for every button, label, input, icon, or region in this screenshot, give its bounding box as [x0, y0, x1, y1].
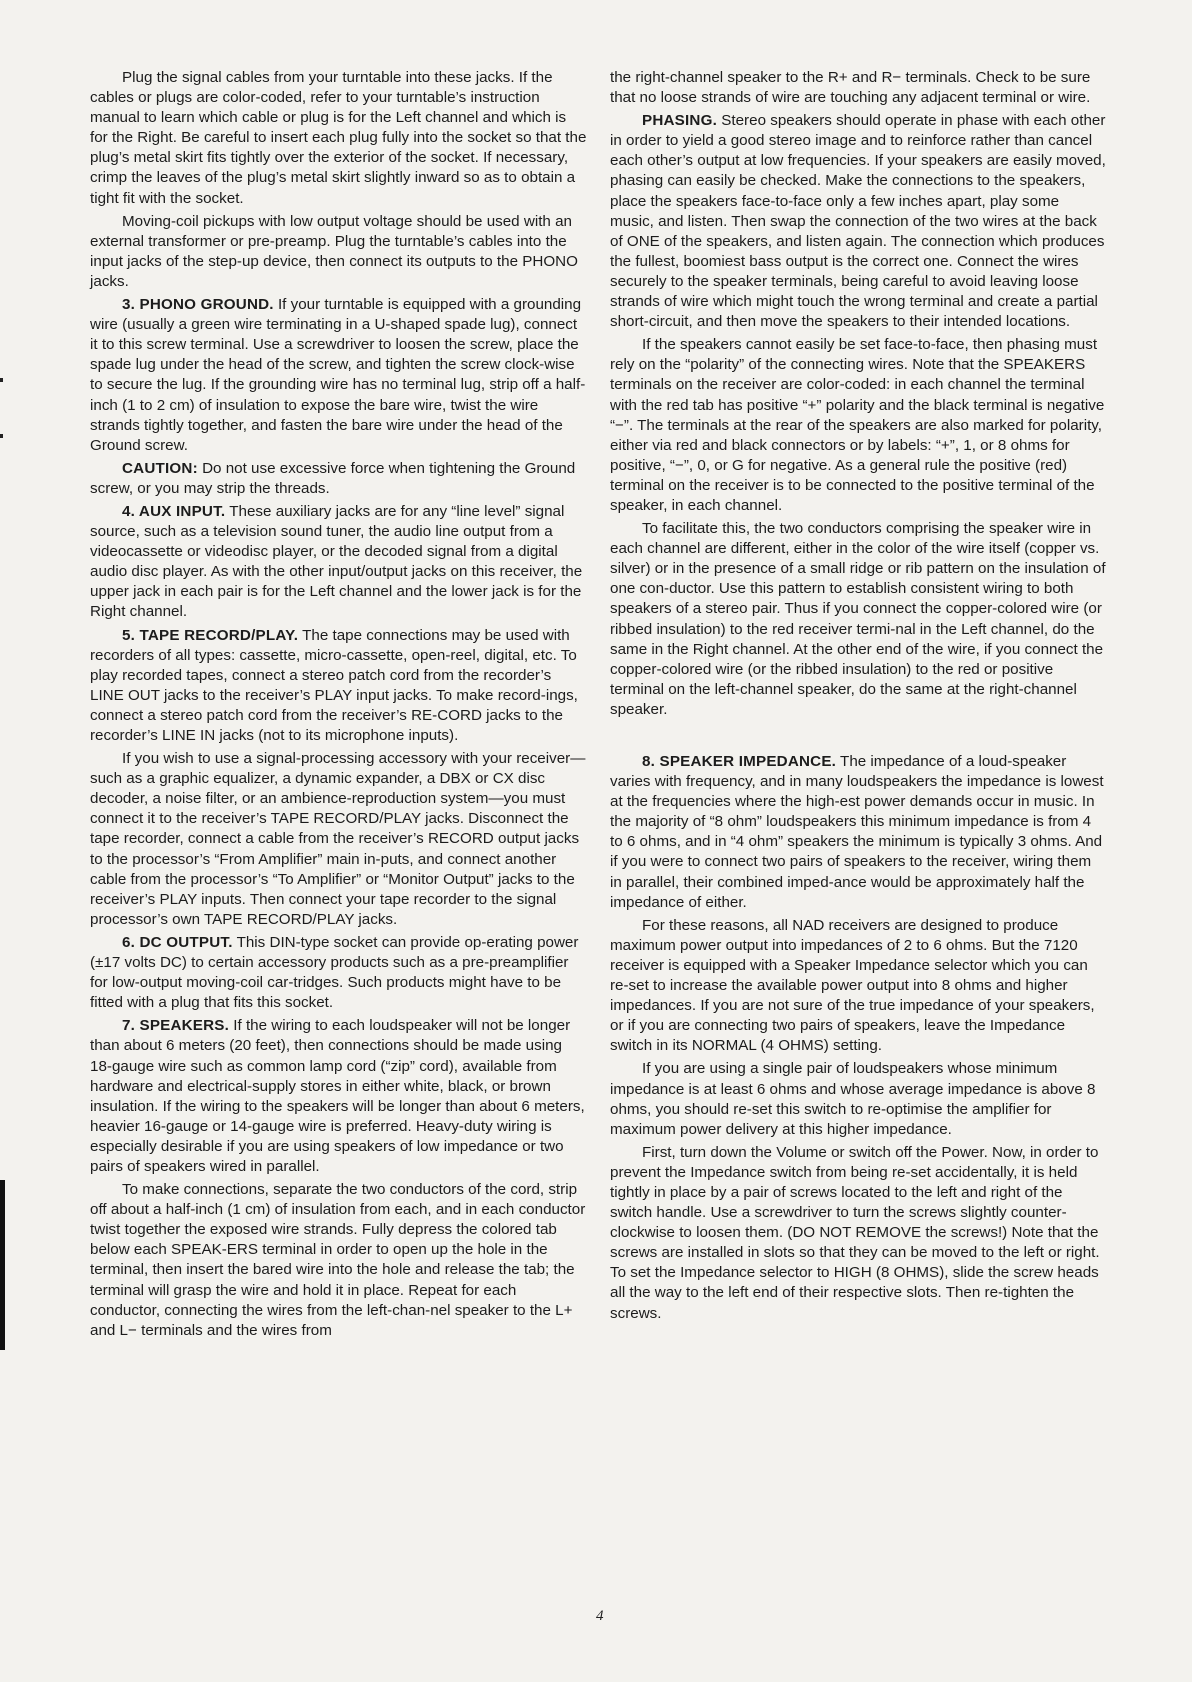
paragraph-nad-receivers	[610, 916, 1106, 1057]
scan-edge-mark	[0, 378, 3, 382]
paragraph-text: If the speakers cannot easily be set face-to-face, then phasing must rely on the “polarity” of the connecting wires. Note that the SPEAKERS terminals on the receiver are color-coded: in each channel the terminal with the red tab has positive “+” polarity and the black terminal is negative “−”. The terminals at the rear of the speakers are also marked for polarity, either via red and black connectors or by labels: “+”, 1, or 8 ohms for positive, “−”, 0, or G for negative. As a general rule the positive (red) terminal on the receiver is to be connected to the positive terminal of the speaker, in each channel.	[610, 336, 1105, 514]
paragraph-signal-processing	[90, 749, 588, 930]
section-tape-record-play	[90, 626, 588, 747]
left-column	[90, 68, 588, 1344]
section-heading: 7. SPEAKERS.	[122, 1017, 230, 1035]
section-heading: 4. AUX INPUT.	[122, 502, 226, 520]
section-phasing	[610, 111, 1106, 332]
paragraph-text: The impedance of a loud-speaker varies with frequency, and in many loudspeakers the impedance is lowest at the frequencies where the high-est power demands occur in music. In the majority of “8 ohm” loudspeakers this minimum impedance is from 4 to 6 ohms, and in “4 ohm” speakers the minimum is typically 3 ohms. And if you were to connect two pairs of speakers to the receiver, wiring them in parallel, their combined imped-ance would be approximately half the impedance of either.	[610, 753, 1104, 911]
caution-note	[90, 459, 588, 499]
paragraph-text: If your turntable is equipped with a grounding wire (usually a green wire terminating in a U-shaped spade lug), connect it to this screw terminal. Use a screwdriver to loosen the screw, place the spade lug under the head of the screw, and tighten the screw clock-wise to secure the lug. If the grounding wire has no terminal lug, strip off a half-inch (1 to 2 cm) of insulation to expose the bare wire, twist the wire strands tightly together, and fasten the bare wire under the head of the Ground screw.	[90, 296, 586, 454]
section-speaker-impedance	[610, 752, 1106, 913]
paragraph-conductors	[610, 519, 1106, 720]
scan-edge-mark	[0, 434, 3, 438]
paragraph-text: If you are using a single pair of loudspeakers whose minimum impedance is at least 6 ohms and whose average impedance is above 8 ohms, you should re-set this switch to re-optimise the amplifier for maximum power delivery at this higher impedance.	[610, 1060, 1096, 1138]
scan-edge-shadow	[0, 1180, 5, 1350]
paragraph-text: To make connections, separate the two conductors of the cord, strip off about a half-inch (1 cm) of insulation from each, and in each conductor twist together the exposed wire strands. Fully depress the colored tab below each SPEAK-ERS terminal in order to open up the hole in the terminal, then insert the bared wire into the hole and release the tab; the terminal will grasp the wire and hold it in place. Repeat for each conductor, connecting the wires from the left-chan-nel speaker to the L+ and L− terminals and the wires from	[90, 1181, 586, 1339]
paragraph-single-pair	[610, 1059, 1106, 1139]
paragraph-text: Do not use excessive force when tightening the Ground screw, or you may strip the threads.	[90, 459, 576, 497]
section-heading: 6. DC OUTPUT.	[122, 933, 233, 951]
paragraph-making-connections	[90, 1180, 588, 1341]
section-dc-output	[90, 933, 588, 1013]
paragraph-text: Plug the signal cables from your turntable into these jacks. If the cables or plugs are color-coded, refer to your turntable’s instruction manual to learn which cable or plug is for the Left channel and which is for the Right. Be careful to insert each plug fully into the socket so that the plug’s metal skirt fits tightly over the exterior of the socket. If necessary, crimp the leaves of the plug’s metal skirt slightly inward so as to obtain a tight fit with the socket.	[90, 69, 587, 207]
paragraph-text: To facilitate this, the two conductors comprising the speaker wire in each channel are different, either in the color of the wire itself (copper vs. silver) or in the presence of a small ridge or rib pattern on the insulation of one con-ductor. Use this pattern to establish consistent wiring to both speakers of a stereo pair. Thus if you connect the copper-colored wire (or ribbed insulation) to the red receiver termi-nal in the Left channel, do the same in the Right channel. At the other end of the wire, if you connect the copper-colored wire (or the ribbed insulation) to the red or positive terminal on the left-channel speaker, do the same at the right-channel speaker.	[610, 520, 1106, 718]
right-column	[610, 68, 1106, 1327]
paragraph-turntable-cables	[90, 68, 588, 209]
paragraph-text: This DIN-type socket can provide op-erating power (±17 volts DC) to certain accessory products such as a pre-preamplifier for low-output moving-coil car-tridges. Such products might have to be fitted with a plug that fits this socket.	[90, 933, 579, 1012]
paragraph-text: For these reasons, all NAD receivers are designed to produce maximum power output into impedances of 2 to 6 ohms. But the 7120 receiver is equipped with a Speaker Impedance selector which you can re-set to increase the available power output into 8 ohms and higher impedances. If you are not sure of the true impedance of your speakers, or if you are connecting two pairs of speakers, leave the Impedance switch in its NORMAL (4 OHMS) setting.	[610, 916, 1095, 1055]
caution-heading: CAUTION:	[122, 459, 198, 477]
page-number: 4	[596, 1608, 604, 1624]
paragraph-text: If you wish to use a signal-processing accessory with your receiver—such as a graphic equalizer, a dynamic expander, a DBX or CX disc decoder, a noise filter, or an ambience-reproduction system—you must connect it to the receiver’s TAPE RECORD/PLAY jacks. Disconnect the tape recorder, connect a cable from the receiver’s RECORD output jacks to the processor’s “From Amplifier” main in-puts, and connect another cable from the processor’s “To Amplifier” or “Monitor Output” jacks to the receiver’s PLAY inputs. Then connect your tape recorder to the signal processor’s own TAPE RECORD/PLAY jacks.	[90, 750, 586, 928]
paragraph-moving-coil	[90, 212, 588, 292]
section-aux-input	[90, 502, 588, 623]
paragraph-text: The tape connections may be used with recorders of all types: cassette, micro-cassette, open-reel, digital, etc. To play recorded tapes, connect a stereo patch cord from the recorder’s LINE OUT jacks to the receiver’s PLAY input jacks. To make record-ings, connect a stereo patch cord from the receiver’s RE-CORD jacks to the recorder’s LINE IN jacks (not to its microphone inputs).	[90, 626, 578, 744]
paragraph-text: Stereo speakers should operate in phase with each other in order to yield a good stereo image and to reinforce rather than cancel each other’s output at low frequencies. If your speakers are easily moved, phasing can easily be checked. Make the connections to the speakers, place the speakers face-to-face only a few inches apart, play some music, and listen. Then swap the connection of the two wires at the back of ONE of the speakers, and listen again. The connection which produces the fullest, boomiest bass output is the correct one. Connect the wires securely to the speaker terminals, being careful to avoid leaving loose strands of wire which might touch the wrong terminal and create a partial short-circuit, and then move the speakers to their intended locations.	[610, 112, 1106, 331]
section-heading: 5. TAPE RECORD/PLAY.	[122, 626, 299, 644]
paragraph-text: If the wiring to each loudspeaker will not be longer than about 6 meters (20 feet), then connections should be made using 18-gauge wire such as common lamp cord (“zip” cord), available from hardware and electrical-supply stores in either white, black, or brown insulation. If the wiring to the speakers will be longer than about 6 meters, heavier 16-gauge or 14-gauge wire is preferred. Heavy-duty wiring is especially desirable if you are using speakers of low impedance or two pairs of speakers wired in parallel.	[90, 1017, 585, 1175]
paragraph-impedance-switch-steps	[610, 1143, 1106, 1324]
paragraph-text: These auxiliary jacks are for any “line level” signal source, such as a television sound tuner, the audio line output from a videocassette or videodisc player, or the decoded signal from a digital audio disc player. As with the other input/output jacks on this receiver, the upper jack in each pair is for the Left channel and the lower jack is for the Right channel.	[90, 502, 583, 621]
paragraph-text: Moving-coil pickups with low output voltage should be used with an external transformer or pre-preamp. Plug the turntable’s cables into the input jacks of the step-up device, then connect its outputs to the PHONO jacks.	[90, 212, 578, 290]
section-heading: 8. SPEAKER IMPEDANCE.	[642, 753, 837, 770]
section-speakers	[90, 1016, 588, 1177]
section-heading: PHASING.	[642, 112, 718, 130]
section-phono-ground	[90, 295, 588, 456]
section-heading: 3. PHONO GROUND.	[122, 296, 274, 314]
paragraph-polarity	[610, 335, 1106, 516]
paragraph-continued-connections	[610, 68, 1106, 108]
paragraph-text: First, turn down the Volume or switch off the Power. Now, in order to prevent the Impedance switch from being re-set accidentally, it is held tightly in place by a pair of screws located to the left and right of the switch handle. Use a screwdriver to turn the screws slightly counter-clockwise to loosen them. (DO NOT REMOVE the screws!) Note that the screws are installed in slots so that they can be moved to the left or right. To set the Impedance selector to HIGH (8 OHMS), slide the screw heads all the way to the left end of their respective slots. Then re-tighten the screws.	[610, 1143, 1100, 1322]
paragraph-text: the right-channel speaker to the R+ and R− terminals. Check to be sure that no loose strands of wire are touching any adjacent terminal or wire.	[610, 69, 1091, 107]
